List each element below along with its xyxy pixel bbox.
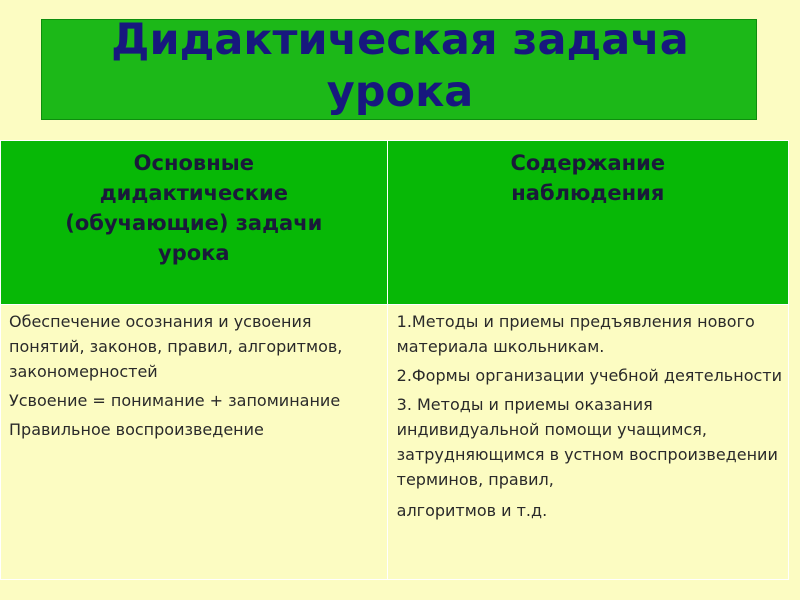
header-line: Основные bbox=[133, 151, 254, 175]
table-header-row bbox=[1, 141, 789, 305]
lesson-task-table bbox=[0, 140, 789, 580]
task-text: Усвоение = понимание + запоминание bbox=[9, 391, 341, 410]
table-row bbox=[1, 305, 789, 580]
observation-text: 1.Методы и приемы предъявления нового материала школьникам. bbox=[396, 312, 755, 356]
header-cell-observation bbox=[387, 141, 788, 305]
title-line-2: урока bbox=[326, 67, 474, 117]
observation-cell bbox=[387, 305, 788, 580]
header-line: (обучающие) задачи bbox=[65, 211, 323, 235]
title-line-1: Дидактическая задача bbox=[111, 15, 689, 65]
task-text: Обеспечение осознания и усвоения понятий, законов, правил, алгоритмов, закономерностей bbox=[9, 312, 343, 381]
observation-text: алгоритмов и т.д. bbox=[396, 501, 548, 520]
header-line: наблюдения bbox=[511, 181, 665, 205]
header-line: урока bbox=[158, 241, 230, 265]
header-line: дидактические bbox=[99, 181, 288, 205]
header-line: Содержание bbox=[510, 151, 666, 175]
tasks-cell bbox=[1, 305, 388, 580]
header-cell-tasks bbox=[1, 141, 388, 305]
page-title bbox=[0, 14, 800, 118]
task-text: Правильное воспроизведение bbox=[9, 420, 264, 439]
observation-text: 2.Формы организации учебной деятельности bbox=[396, 366, 782, 385]
observation-text: 3. Методы и приемы оказания индивидуальной помощи учащимся, затрудняющимся в устном воспроизведении терминов, правил, bbox=[396, 395, 778, 489]
